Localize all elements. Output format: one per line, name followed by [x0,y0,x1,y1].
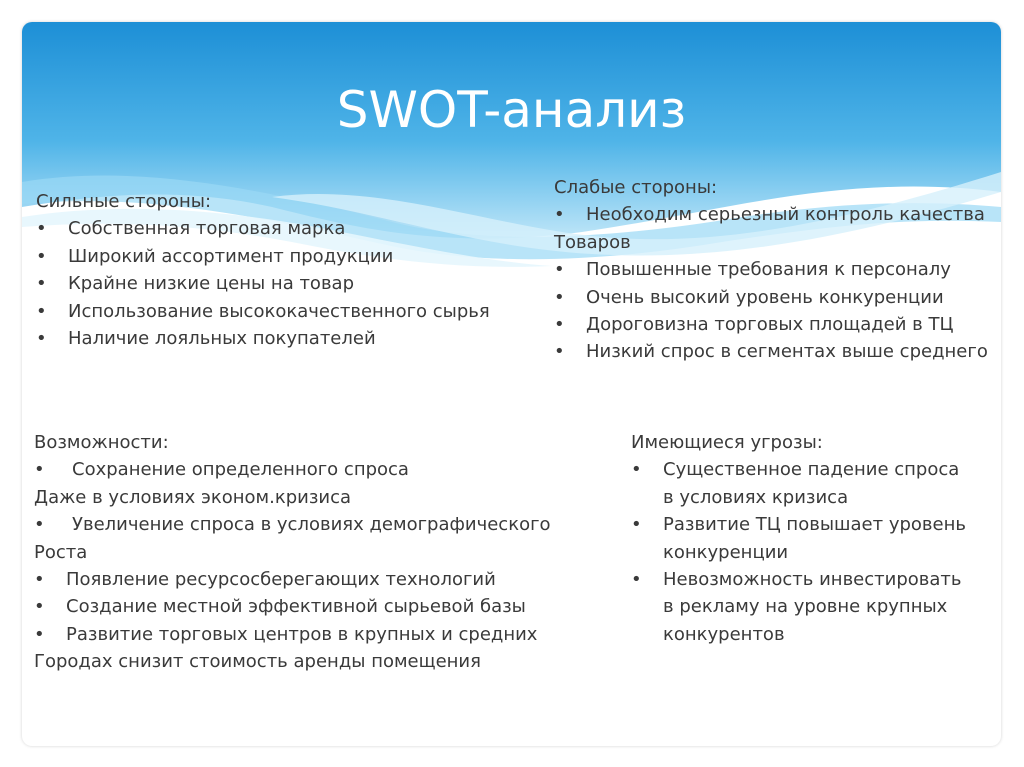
weaknesses-heading: Слабые стороны: [554,177,718,198]
strengths-section [36,188,490,352]
bullet: • [34,623,45,645]
bullet: • [34,459,45,481]
opportunities-heading: Возможности: [34,432,169,453]
bullet: • [554,286,565,308]
list-item: • Крайне низкие цены на товар [36,270,490,297]
list-item: • Использование высококачественного сырья [36,298,490,325]
list-item-continuation: в условиях кризиса [663,486,849,508]
list-item: • Создание местной эффективной сырьевой базы [34,593,551,620]
list-item: • Низкий спрос в сегментах выше среднего [554,338,988,365]
list-item-continuation: конкурентов [663,623,785,645]
bullet: • [631,514,642,536]
weaknesses-section [554,174,988,366]
bullet: • [34,596,45,618]
bullet: • [36,273,47,295]
list-item: • Сохранение определенного спроса [34,456,551,483]
list-item: • Широкий ассортимент продукции [36,243,490,270]
list-item-continuation: Даже в условиях эконом.кризиса [34,486,352,508]
bullet: • [631,459,642,481]
bullet: • [554,204,565,226]
list-item: • Дороговизна торговых площадей в ТЦ [554,311,988,338]
bullet: • [34,568,45,590]
list-item-continuation: конкуренции [663,541,789,563]
bullet: • [36,218,47,240]
opportunities-section [34,429,551,676]
list-item: • Наличие лояльных покупателей [36,325,490,352]
bullet: • [554,313,565,335]
slide [22,22,1001,746]
threats-heading: Имеющиеся угрозы: [631,432,823,453]
bullet: • [36,300,47,322]
bullet: • [36,245,47,267]
bullet: • [554,341,565,363]
list-item-continuation: Роста [34,541,88,563]
bullet: • [34,514,45,536]
list-item: • Повышенные требования к персоналу [554,256,988,283]
bullet: • [554,259,565,281]
list-item: • Собственная торговая марка [36,215,490,242]
threats-section [631,429,966,648]
list-item: • Увеличение спроса в условиях демографического [34,511,551,538]
bullet: • [36,327,47,349]
list-item-continuation: в рекламу на уровне крупных [663,596,948,618]
list-item: • Очень высокий уровень конкуренции [554,284,988,311]
list-item: • Развитие ТЦ повышает уровень [631,511,966,538]
list-item: • Невозможность инвестировать [631,566,966,593]
list-item: • Необходим серьезный контроль качества [554,201,988,228]
list-item: • Появление ресурсосберегающих технологий [34,566,551,593]
slide-title: SWOT-анализ [336,81,687,139]
list-item: • Существенное падение спроса [631,456,966,483]
list-item-continuation: Товаров [554,231,631,253]
list-item: • Развитие торговых центров в крупных и средних [34,621,551,648]
list-item-continuation: Городах снизит стоимость аренды помещения [34,651,481,673]
strengths-heading: Сильные стороны: [36,191,212,212]
bullet: • [631,568,642,590]
